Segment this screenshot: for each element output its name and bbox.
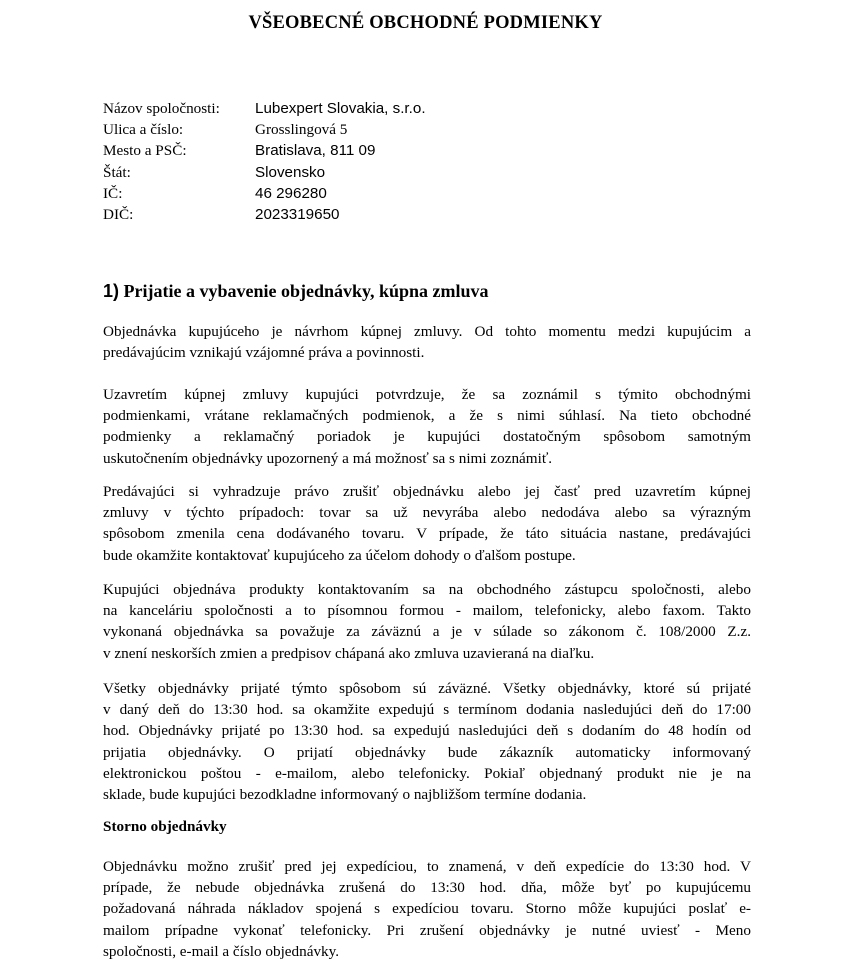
city-row — [103, 140, 703, 161]
paragraph-line: elektronickou poštou - e-mailom, alebo telefonicky. Pokiaľ objednaný produkt nie je na — [103, 764, 751, 782]
paragraph-line: uskutočnením objednávky upozornený a má možnosť sa s nimi zoznámiť. — [103, 449, 553, 467]
country-row — [103, 162, 703, 183]
ico-value: 46 296280 — [255, 184, 327, 202]
dic-row — [103, 204, 703, 225]
paragraph-5 — [103, 678, 751, 805]
paragraph-line: Uzavretím kúpnej zmluvy kupujúci potvrdzuje, že sa zoznámil s týmito obchodnými — [103, 386, 751, 403]
company-info — [103, 98, 703, 225]
paragraph-line: zmluvy v týchto prípadoch: tovar sa už nevyrába alebo nedodáva alebo sa výrazným — [103, 504, 751, 522]
section-1-number: 1) — [103, 281, 120, 301]
ico-row — [103, 183, 703, 204]
paragraph-line: na kanceláriu spoločnosti a to písomnou formou - mailom, telefonicky, alebo faxom. Takto — [103, 602, 751, 620]
storno-paragraph — [103, 856, 751, 962]
paragraph-line: požadovaná náhrada nákladov spojená s expedíciou tovaru. Storno môže kupujúci poslať e- — [103, 900, 751, 918]
paragraph-line: prípade, že nebude objednávka zrušená do 13:30 hod. dňa, môže byť po kupujúcemu — [103, 879, 751, 897]
company-name-label: Názov spoločnosti: — [103, 100, 220, 117]
paragraph-2 — [103, 384, 751, 469]
city-value: Bratislava, 811 09 — [255, 142, 376, 160]
street-value: Grosslingová 5 — [255, 121, 348, 139]
paragraph-line: prijatia objednávky. O prijatí objednávky bude zákazník automaticky informovaný — [103, 743, 751, 761]
paragraph-line: sklade, bude kupujúci bezodkladne informovaný o najbližšom termíne dodania. — [103, 785, 587, 803]
storno-heading: Storno objednávky — [103, 818, 227, 835]
company-name-value: Lubexpert Slovakia, s.r.o. — [255, 100, 426, 117]
paragraph-line: bude okamžite kontaktovať kupujúceho za účelom dohody o ďalšom postupe. — [103, 546, 576, 564]
city-label: Mesto a PSČ: — [103, 142, 187, 160]
document-title: VŠEOBECNÉ OBCHODNÉ PODMIENKY — [248, 13, 603, 33]
paragraph-line: vykonaná objednávka sa považuje za záväznú a je v súlade so zákonom č. 108/2000 Z.z. — [103, 623, 751, 641]
ico-label: IČ: — [103, 184, 123, 202]
paragraph-line: v znení neskorších zmien a predpisov chápaná ako zmluva uzavieraná na diaľku. — [103, 644, 595, 662]
country-label: Štát: — [103, 163, 131, 181]
street-row — [103, 119, 703, 140]
dic-value: 2023319650 — [255, 205, 340, 223]
paragraph-line: predávajúcim vznikajú vzájomné práva a povinnosti. — [103, 344, 425, 362]
paragraph-1 — [103, 321, 751, 363]
paragraph-line: spôsobom zmenila cena dodávaného tovaru. V prípade, že táto situácia nastane, predávajúci — [103, 525, 751, 543]
paragraph-line: Predávajúci si vyhradzuje právo zrušiť objednávku alebo jej časť pred uzavretím kúpnej — [103, 483, 751, 500]
section-1-heading — [103, 281, 489, 302]
paragraph-line: spoločnosti, e-mail a číslo objednávky. — [103, 942, 340, 960]
dic-label: DIČ: — [103, 205, 134, 223]
paragraph-line: podmienkami, vrátane reklamačných podmienok, a že s nimi súhlasí. Na tieto obchodné — [103, 407, 751, 425]
street-label: Ulica a číslo: — [103, 121, 184, 139]
paragraph-line: Objednávku možno zrušiť pred jej expedíciou, to znamená, v deň expedície do 13:30 hod. V — [103, 858, 751, 875]
paragraph-line: hod. Objednávky prijaté po 13:30 hod. sa expedujú nasledujúci deň s dodaním do 48 hodín od — [103, 722, 751, 740]
paragraph-line: podmienky a reklamačný poriadok je kupujúci dostatočným spôsobom samotným — [103, 428, 751, 446]
paragraph-line: v daný deň do 13:30 hod. sa okamžite expedujú s termínom dodania nasledujúci deň do 17:00 — [103, 701, 751, 719]
paragraph-line: mailom prípadne vykonať telefonicky. Pri zrušení objednávky je nutné uviesť - Meno — [103, 921, 751, 939]
paragraph-3 — [103, 481, 751, 566]
paragraph-line: Všetky objednávky prijaté týmto spôsobom sú záväzné. Všetky objednávky, ktoré sú prijaté — [103, 680, 751, 697]
paragraph-line: Objednávka kupujúceho je návrhom kúpnej zmluvy. Od tohto momentu medzi kupujúcim a — [103, 323, 751, 340]
company-name-row — [103, 98, 703, 119]
section-1-title: Prijatie a vybavenie objednávky, kúpna zmluva — [123, 281, 489, 301]
paragraph-4 — [103, 579, 751, 664]
paragraph-line: Kupujúci objednáva produkty kontaktovaním sa na obchodného zástupcu spoločnosti, alebo — [103, 581, 751, 598]
country-value: Slovensko — [255, 163, 326, 181]
